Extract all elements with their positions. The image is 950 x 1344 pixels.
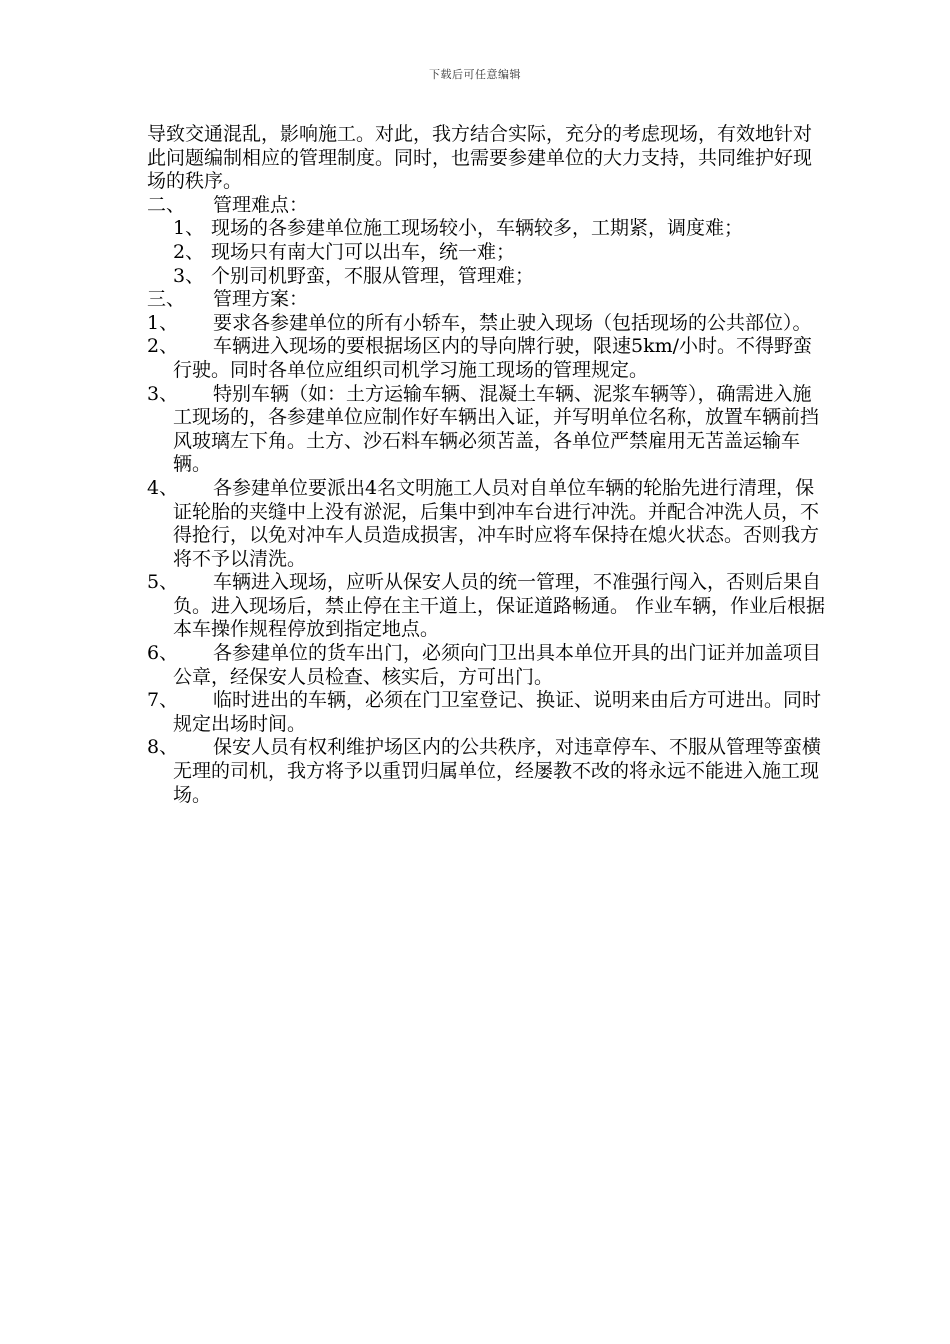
list-item-number: 5、: [147, 571, 179, 594]
section-3-list: [147, 312, 827, 807]
list-item-text: 个别司机野蛮，不服从管理，管理难；: [211, 264, 535, 287]
list-item-text: 各参建单位要派出4名文明施工人员对自单位车辆的轮胎先进行清理，保证轮胎的夹缝中上没有淤泥，后集中到冲车台进行冲洗。并配合冲洗人员，不得抢行，以免对冲车人员造成损害，冲车时应将车保持在熄火状态。否则我方将不予以清洗。: [173, 476, 820, 570]
list-item-text: 保安人员有权利维护场区内的公共秩序，对违章停车、不服从管理等蛮横无理的司机，我方将予以重罚归属单位，经屡教不改的将永远不能进入施工现场。: [173, 736, 822, 806]
list-item: [147, 477, 827, 571]
list-item-text: 车辆进入现场的要根据场区内的导向牌行驶，限速5km/小时。不得野蛮行驶。同时各单位应组织司机学习施工现场的管理规定。: [173, 335, 813, 381]
list-item-number: 1、: [147, 311, 179, 334]
list-item-number: 3、: [173, 264, 205, 287]
list-item-number: 7、: [147, 689, 179, 712]
section-2-title: 管理难点：: [213, 193, 309, 216]
intro-paragraph: 导致交通混乱，影响施工。对此，我方结合实际，充分的考虑现场，有效地针对此问题编制相应的管理制度。同时，也需要参建单位的大力支持，共同维护好现场的秩序。: [147, 123, 813, 193]
list-item-text: 各参建单位的货车出门，必须向门卫出具本单位开具的出门证并加盖项目公章，经保安人员检查、核实后，方可出门。: [173, 642, 822, 688]
list-item-text: 现场的各参建单位施工现场较小，车辆较多，工期紧，调度难；: [211, 217, 744, 240]
list-item-text: 特别车辆（如：土方运输车辆、混凝土车辆、泥浆车辆等），确需进入施工现场的，各参建单位应制作好车辆出入证，并写明单位名称，放置车辆前挡风玻璃左下角。土方、沙石料车辆必须苫盖，各单位严禁雇用无苫盖运输车辆。: [173, 382, 820, 476]
list-item: [147, 571, 827, 642]
section-2-list: [147, 217, 827, 288]
list-item: [147, 736, 827, 807]
document-body: [147, 123, 827, 807]
list-item-number: 2、: [173, 240, 205, 263]
list-item: [147, 383, 827, 477]
list-item-number: 1、: [173, 217, 205, 240]
section-2-number: 二、: [147, 193, 186, 216]
list-item-number: 6、: [147, 642, 179, 665]
section-3-number: 三、: [147, 288, 186, 311]
list-item-text: 现场只有南大门可以出车，统一难；: [211, 240, 516, 263]
list-item-number: 3、: [147, 382, 179, 405]
list-item: [173, 241, 827, 265]
list-item-number: 4、: [147, 476, 179, 499]
list-item: [147, 335, 827, 382]
list-item: [173, 217, 827, 241]
list-item-text: 临时进出的车辆，必须在门卫室登记、换证、说明来由后方可进出。同时规定出场时间。: [173, 689, 822, 735]
list-item-text: 要求各参建单位的所有小轿车，禁止驶入现场（包括现场的公共部位）。: [213, 311, 812, 334]
section-2-heading: [147, 194, 827, 218]
list-item: [173, 265, 827, 289]
list-item: [147, 689, 827, 736]
list-item-number: 8、: [147, 736, 179, 759]
list-item-number: 2、: [147, 335, 179, 358]
section-3-heading: [147, 288, 827, 312]
list-item: [147, 642, 827, 689]
list-item: [147, 312, 827, 336]
list-item-text: 车辆进入现场，应听从保安人员的统一管理，不准强行闯入，否则后果自负。进入现场后，禁止停在主干道上，保证道路畅通。 作业车辆，作业后根据本车操作规程停放到指定地点。: [173, 571, 826, 641]
page-header: 下载后可任意编辑: [429, 68, 521, 81]
section-3-title: 管理方案：: [213, 288, 309, 311]
